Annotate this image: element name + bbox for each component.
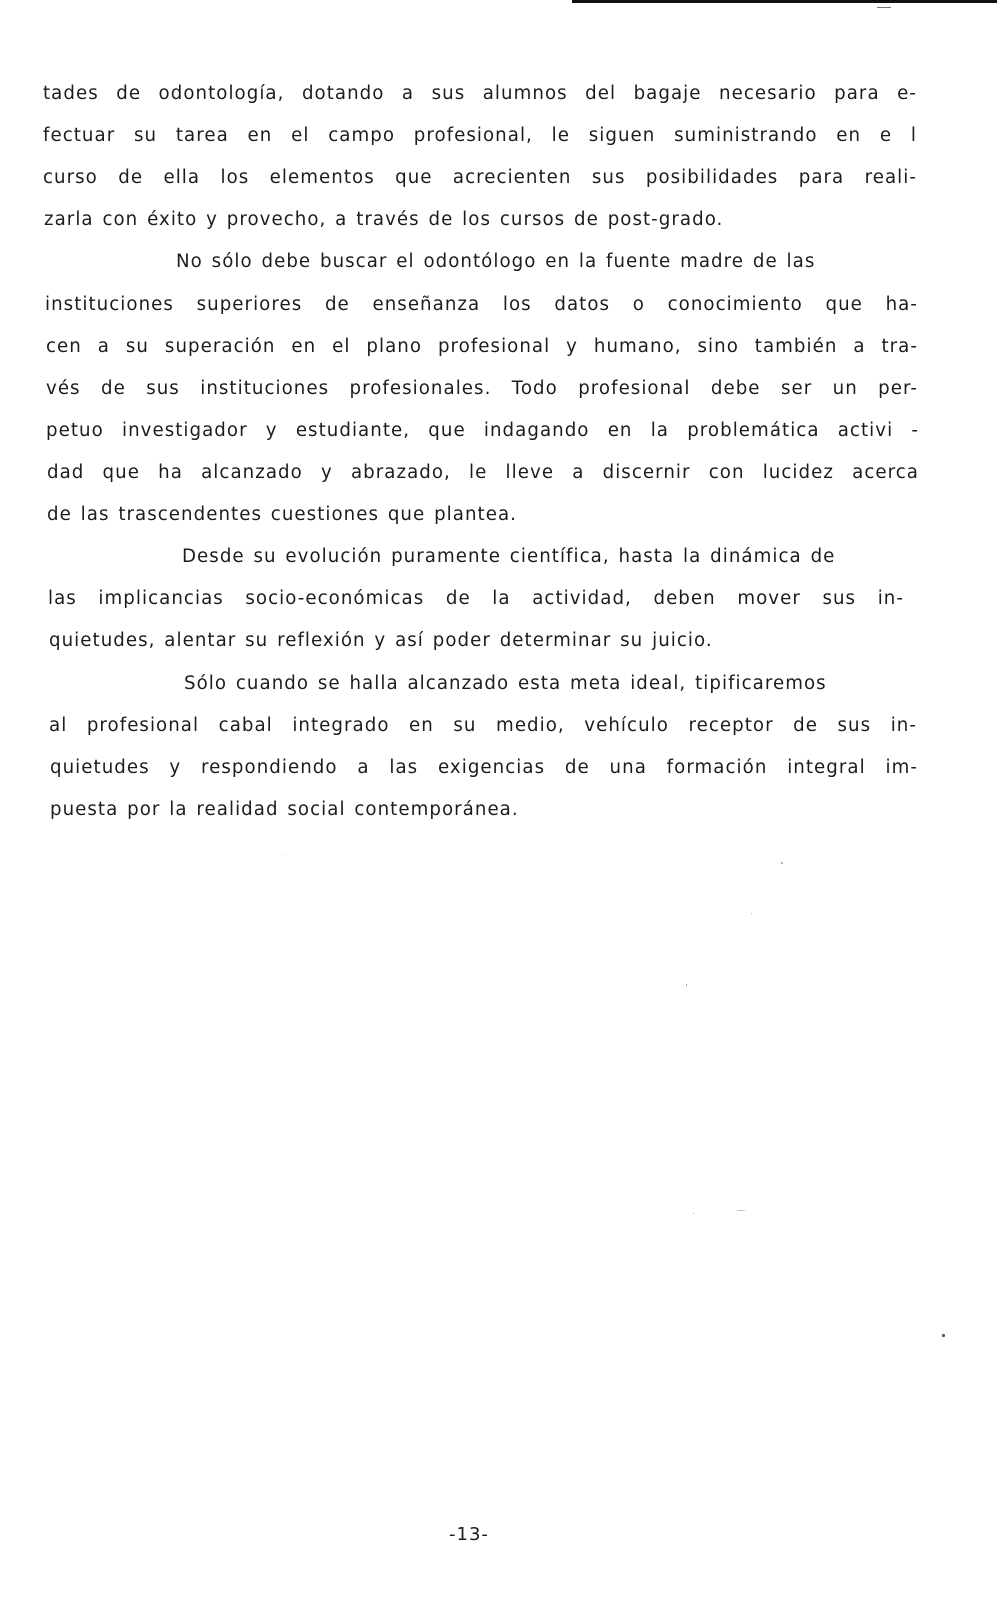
top-rule — [572, 0, 997, 3]
text-line: vés de sus instituciones profesionales. Todo profesional debe ser un per- — [46, 378, 918, 399]
top-mark — [877, 7, 891, 8]
scan-speck — [942, 1334, 945, 1337]
scan-speck — [781, 862, 783, 864]
text-line: de las trascendentes cuestiones que plantea. — [47, 504, 517, 525]
text-line: No sólo debe buscar el odontólogo en la fuente madre de las — [176, 251, 816, 272]
text-line: quietudes y respondiendo a las exigencias de una formación integral im- — [50, 757, 918, 778]
text-line: al profesional cabal integrado en su medio, vehículo receptor de sus in- — [49, 715, 917, 736]
text-line: curso de ella los elementos que acrecienten sus posibilidades para reali- — [43, 167, 917, 188]
text-line: zarla con éxito y provecho, a través de los cursos de post-grado. — [44, 209, 724, 230]
text-line: dad que ha alcanzado y abrazado, le lleve a discernir con lucidez acerca — [47, 462, 919, 483]
scan-speck — [751, 913, 752, 914]
text-line: puesta por la realidad social contemporánea. — [50, 799, 519, 820]
scan-speck — [737, 1210, 745, 1211]
text-line: quietudes, alentar su reflexión y así poder determinar su juicio. — [49, 630, 713, 651]
scan-speck — [686, 984, 687, 986]
scan-speck — [285, 855, 286, 856]
page-number: -13- — [449, 1524, 489, 1545]
text-line: Desde su evolución puramente científica, hasta la dinámica de — [182, 546, 836, 567]
text-line: instituciones superiores de enseñanza los datos o conocimiento que ha- — [45, 294, 918, 315]
text-line: petuo investigador y estudiante, que indagando en la problemática activi - — [46, 420, 919, 441]
text-line: las implicancias socio-económicas de la actividad, deben mover sus in- — [48, 588, 904, 609]
text-line: fectuar su tarea en el campo profesional, le siguen suministrando en e l — [43, 125, 917, 146]
text-line: cen a su superación en el plano profesional y humano, sino también a tra- — [46, 336, 918, 357]
scan-speck — [693, 1213, 694, 1214]
text-line: tades de odontología, dotando a sus alumnos del bagaje necesario para e- — [43, 83, 917, 104]
text-line: Sólo cuando se halla alcanzado esta meta ideal, tipificaremos — [184, 673, 827, 694]
